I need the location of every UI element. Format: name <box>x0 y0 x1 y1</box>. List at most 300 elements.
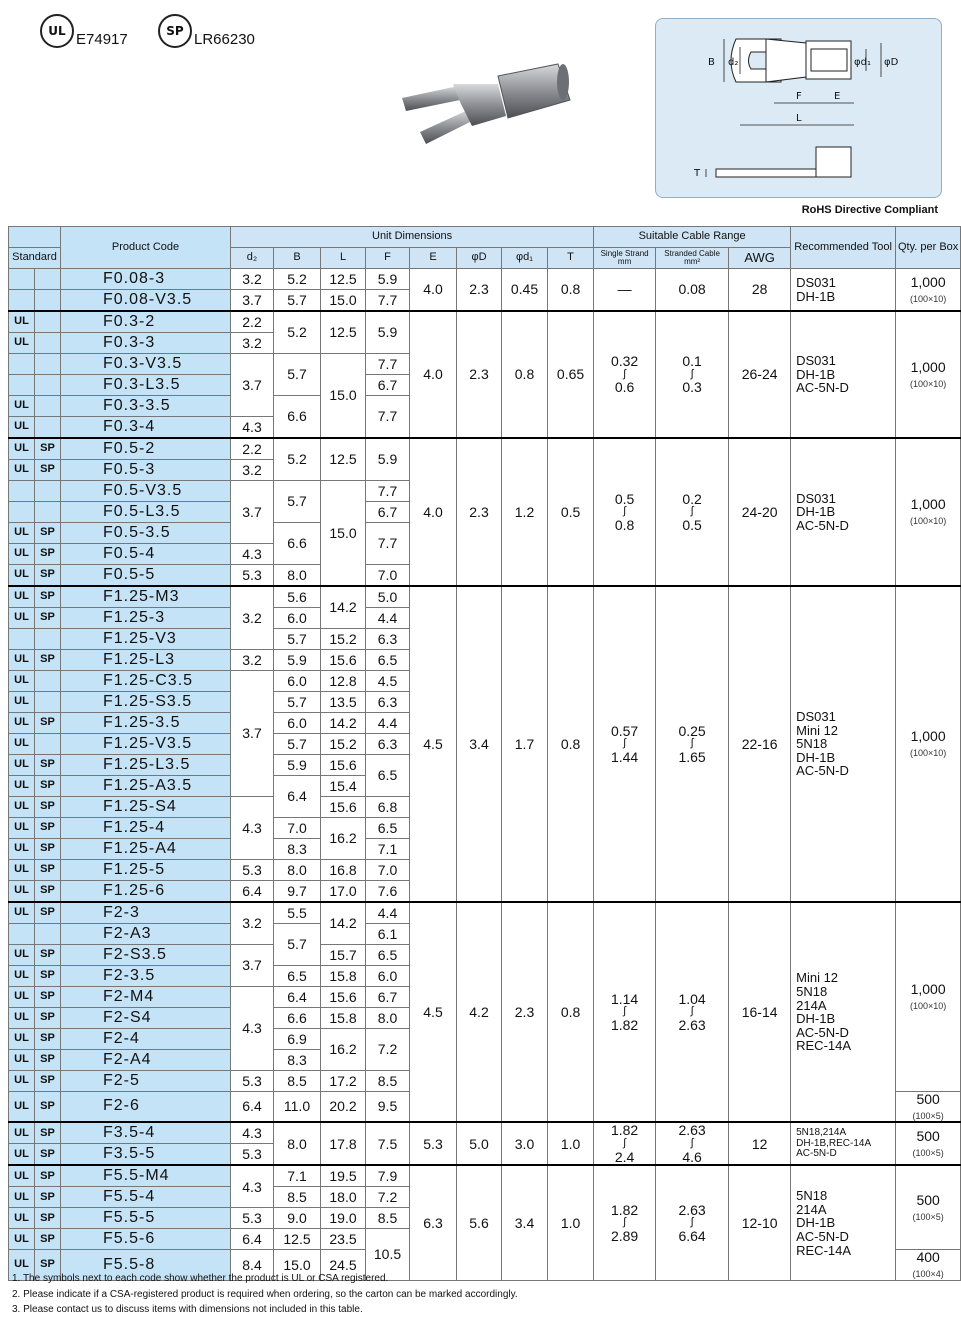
dim-b-cell: 9.0 <box>274 1208 321 1229</box>
dim-f-cell: 7.6 <box>366 881 410 903</box>
dim-d-cell: 5.0 <box>457 1122 502 1165</box>
tool-item: DS031 <box>796 353 836 369</box>
tool-item: 214A <box>796 997 827 1013</box>
standard-csa-cell <box>35 650 61 671</box>
csa-mark-icon: SP <box>40 821 55 834</box>
ul-mark-icon: UL <box>14 1258 29 1271</box>
awg-cell: 26-24 <box>729 311 791 438</box>
dim-l-cell: 15.6 <box>321 797 366 818</box>
standard-csa-cell <box>35 1229 61 1250</box>
dim-l-cell: 14.2 <box>321 902 366 945</box>
range-symbol: ∫ <box>623 737 627 750</box>
dim-f-cell: 7.0 <box>366 860 410 881</box>
standard-ul-cell <box>9 1008 35 1029</box>
stranded-cable-cell: 0.08 <box>656 269 729 312</box>
standard-ul-cell <box>9 692 35 713</box>
stranded-cable-cell <box>656 1165 729 1280</box>
dim-d2-cell: 5.3 <box>231 1144 274 1166</box>
dim-b-cell: 5.7 <box>274 924 321 966</box>
standard-csa-cell <box>35 1071 61 1092</box>
dim-b-cell: 5.5 <box>274 902 321 924</box>
footnote: 2. Please indicate if a CSA-registered product is required when ordering, so the carton can be marked accordingly. <box>12 1288 518 1300</box>
recommended-tool-cell <box>791 902 896 1122</box>
dim-l-cell: 15.8 <box>321 1008 366 1029</box>
dim-l-cell: 12.8 <box>321 671 366 692</box>
product-code-cell: F2-S4 <box>61 1008 231 1029</box>
dim-l-cell: 15.2 <box>321 629 366 650</box>
dim-f-cell: 7.2 <box>366 1029 410 1071</box>
tool-item: DH-1B <box>796 749 836 765</box>
standard-ul-cell <box>9 333 35 354</box>
standard-csa-cell <box>35 502 61 523</box>
product-code-cell: F0.5-3 <box>61 460 231 481</box>
ul-mark-icon: UL <box>14 884 29 897</box>
recommended-tool-cell <box>791 1122 896 1165</box>
csa-mark-icon: SP <box>40 1258 55 1271</box>
dim-d2-cell: 3.7 <box>231 481 274 544</box>
recommended-tool-cell <box>791 586 896 902</box>
th-unit-dimensions: Unit Dimensions <box>231 227 594 248</box>
standard-csa-cell <box>35 481 61 502</box>
footnotes <box>12 1271 518 1318</box>
dim-f-cell: 7.7 <box>366 523 410 565</box>
standard-ul-cell <box>9 375 35 396</box>
csa-mark-icon: SP <box>40 1211 55 1224</box>
standard-ul-cell <box>9 987 35 1008</box>
product-code-cell: F0.3-4 <box>61 417 231 439</box>
dim-l-cell: 15.0 <box>321 290 366 312</box>
ul-mark-icon: UL <box>14 590 29 603</box>
dim-l-cell: 12.5 <box>321 438 366 481</box>
standard-csa-cell <box>35 987 61 1008</box>
th-phi-d: φD <box>457 248 502 269</box>
ul-mark-icon: UL <box>14 1169 29 1182</box>
ul-mark-icon: UL <box>14 399 29 412</box>
dim-f-cell: 7.7 <box>366 354 410 375</box>
dim-t-cell: 0.65 <box>548 311 594 438</box>
product-code-cell: F2-M4 <box>61 987 231 1008</box>
stranded-cable-cell <box>656 438 729 586</box>
standard-csa-cell <box>35 608 61 629</box>
dim-e-cell: 6.3 <box>410 1165 457 1280</box>
qty-cell <box>896 269 961 312</box>
dim-d2-cell: 5.3 <box>231 1208 274 1229</box>
range-symbol: ∫ <box>690 505 694 518</box>
standard-ul-cell <box>9 860 35 881</box>
csa-number: LR66230 <box>194 31 255 48</box>
csa-mark-icon: SP <box>40 568 55 581</box>
dim-d2-cell: 3.7 <box>231 945 274 987</box>
tool-item: AC-5N-D <box>796 380 849 396</box>
standard-csa-cell <box>35 1050 61 1071</box>
product-code-cell: F0.3-3 <box>61 333 231 354</box>
qty-value: 1,000 <box>910 358 946 375</box>
standard-ul-cell <box>9 797 35 818</box>
standard-ul-cell <box>9 460 35 481</box>
product-code-cell: F0.5-V3.5 <box>61 481 231 502</box>
qty-cell <box>896 586 961 902</box>
dim-l-cell: 15.8 <box>321 966 366 987</box>
product-code-cell: F0.5-5 <box>61 565 231 587</box>
standard-csa-cell <box>35 629 61 650</box>
dim-d2-cell: 3.2 <box>231 269 274 290</box>
recommended-tool-cell <box>791 1165 896 1280</box>
standard-csa-cell <box>35 881 61 903</box>
csa-certification <box>158 14 255 48</box>
dim-l-cell: 13.5 <box>321 692 366 713</box>
tool-item: AC-5N-D <box>796 763 849 779</box>
product-code-cell: F0.08-V3.5 <box>61 290 231 312</box>
standard-ul-cell <box>9 544 35 565</box>
qty-cell <box>896 311 961 438</box>
dim-d-cell: 2.3 <box>457 438 502 586</box>
stranded-cable-cell <box>656 1122 729 1165</box>
dim-e-cell: 4.5 <box>410 586 457 902</box>
csa-mark-icon: SP <box>40 463 55 476</box>
dim-l-cell: 15.0 <box>321 481 366 587</box>
dim-d2-cell: 4.3 <box>231 417 274 439</box>
dim-f-cell: 4.4 <box>366 902 410 924</box>
tool-item: DS031 <box>796 708 836 724</box>
dim-b-cell: 6.4 <box>274 987 321 1008</box>
standard-ul-cell <box>9 776 35 797</box>
dim-l-cell: 18.0 <box>321 1187 366 1208</box>
csa-mark-icon: SP <box>40 800 55 813</box>
diagram-label-b: B <box>708 57 715 68</box>
ul-mark-icon: UL <box>14 758 29 771</box>
qty-breakdown: (100×10) <box>909 516 947 526</box>
standard-csa-cell <box>35 1092 61 1123</box>
standard-ul-cell <box>9 755 35 776</box>
dim-b-cell: 6.5 <box>274 966 321 987</box>
csa-mark-icon: SP <box>40 1190 55 1203</box>
csa-mark-icon: SP <box>40 653 55 666</box>
csa-mark-icon: SP <box>40 948 55 961</box>
dim-f-cell: 4.4 <box>366 713 410 734</box>
dim-d1-cell: 1.7 <box>502 586 548 902</box>
product-code-cell: F2-3 <box>61 902 231 924</box>
tool-item: 5N18 <box>796 1187 828 1203</box>
dim-f-cell: 7.7 <box>366 396 410 439</box>
standard-ul-cell <box>9 1144 35 1166</box>
cable-value: 0.2 <box>682 490 702 507</box>
qty-breakdown: (100×5) <box>912 1147 944 1158</box>
dim-b-cell: 6.6 <box>274 396 321 439</box>
diagram-label-f: F <box>796 91 802 102</box>
product-code-cell: F2-3.5 <box>61 966 231 987</box>
product-code-cell: F0.3-L3.5 <box>61 375 231 396</box>
dim-b-cell: 5.9 <box>274 650 321 671</box>
dim-b-cell: 5.7 <box>274 629 321 650</box>
standard-csa-cell <box>35 902 61 924</box>
dim-l-cell: 16.8 <box>321 860 366 881</box>
dim-d-cell: 4.2 <box>457 902 502 1122</box>
single-strand-cell <box>594 902 656 1122</box>
cable-value: 0.5 <box>614 490 635 507</box>
footnote: 3. Please contact us to discuss items with dimensions not included in this table. <box>12 1304 363 1315</box>
tool-item: DH-1B <box>796 288 836 304</box>
range-symbol: ∫ <box>623 1137 627 1150</box>
dim-b-cell: 6.0 <box>274 608 321 629</box>
ul-mark-icon: UL <box>14 547 29 560</box>
dim-l-cell: 24.5 <box>321 1250 366 1280</box>
recommended-tool-cell <box>791 438 896 586</box>
cable-value: 0.5 <box>682 516 702 533</box>
dim-b-cell: 5.9 <box>274 755 321 776</box>
table-row <box>9 1165 961 1187</box>
ul-mark-icon: UL <box>14 990 29 1003</box>
ul-certification <box>40 14 128 48</box>
product-code-cell: F0.5-3.5 <box>61 523 231 544</box>
dim-t-cell: 0.8 <box>548 586 594 902</box>
cable-value: 2.63 <box>678 1201 706 1218</box>
ul-logo-icon: UL <box>40 14 74 48</box>
csa-mark-icon: SP <box>40 1053 55 1066</box>
product-code-cell: F0.08-3 <box>61 269 231 290</box>
awg-cell: 16-14 <box>729 902 791 1122</box>
product-code-cell: F5.5-5 <box>61 1208 231 1229</box>
csa-logo-icon: SP <box>158 14 192 48</box>
standard-ul-cell <box>9 839 35 860</box>
cable-value: 0.57 <box>610 722 639 739</box>
th-qty: Qty. per Box <box>896 227 961 269</box>
tool-item: DH-1B <box>796 366 836 382</box>
product-code-cell: F3.5-4 <box>61 1122 231 1144</box>
cable-value: 0.25 <box>678 722 706 739</box>
tool-item: AC-5N-D <box>796 517 849 533</box>
dim-b-cell: 8.5 <box>274 1187 321 1208</box>
dim-f-cell: 8.0 <box>366 1008 410 1029</box>
dim-l-cell: 15.6 <box>321 650 366 671</box>
dim-b-cell: 5.7 <box>274 290 321 312</box>
product-code-cell: F1.25-L3.5 <box>61 755 231 776</box>
product-code-cell: F5.5-M4 <box>61 1165 231 1187</box>
single-strand-cell <box>594 1165 656 1280</box>
qty-value: 1,000 <box>910 273 946 290</box>
tool-item: DS031 <box>796 490 836 506</box>
standard-ul-cell <box>9 481 35 502</box>
standard-ul-cell <box>9 1122 35 1144</box>
dim-b-cell: 7.0 <box>274 818 321 839</box>
dimension-diagram <box>655 18 942 198</box>
ul-mark-icon: UL <box>14 842 29 855</box>
product-code-cell: F2-6 <box>61 1092 231 1123</box>
product-code-cell: F0.3-2 <box>61 311 231 333</box>
dim-f-cell: 7.0 <box>366 565 410 587</box>
dim-b-cell: 5.7 <box>274 692 321 713</box>
table-row <box>9 311 961 333</box>
standard-ul-cell <box>9 396 35 417</box>
qty-breakdown: (100×10) <box>909 378 947 389</box>
recommended-tool-cell <box>791 269 896 312</box>
tool-item: DH-1B <box>796 1215 836 1231</box>
csa-mark-icon: SP <box>40 1074 55 1087</box>
ul-mark-icon: UL <box>14 420 29 433</box>
qty-value: 1,000 <box>910 728 946 745</box>
product-code-cell: F1.25-6 <box>61 881 231 903</box>
ul-mark-icon: UL <box>14 1190 29 1203</box>
qty-breakdown: (100×10) <box>909 293 947 304</box>
dim-b-cell: 8.0 <box>274 1122 321 1165</box>
dim-b-cell: 8.0 <box>274 565 321 587</box>
standard-ul-cell <box>9 565 35 587</box>
standard-ul-cell <box>9 311 35 333</box>
range-symbol: ∫ <box>690 1216 694 1229</box>
ul-mark-icon: UL <box>14 779 29 792</box>
dim-b-cell: 6.0 <box>274 713 321 734</box>
product-code-cell: F1.25-M3 <box>61 586 231 608</box>
tool-item: AC-5N-D <box>796 1148 837 1160</box>
ul-mark-icon: UL <box>14 1099 29 1112</box>
standard-csa-cell <box>35 860 61 881</box>
product-code-cell: F0.3-3.5 <box>61 396 231 417</box>
diagram-label-e: E <box>834 91 841 102</box>
product-code-cell: F1.25-L3 <box>61 650 231 671</box>
range-symbol: ∫ <box>623 367 627 380</box>
standard-ul-cell <box>9 269 35 290</box>
standard-csa-cell <box>35 797 61 818</box>
ul-mark-icon: UL <box>14 611 29 624</box>
dim-f-cell: 7.2 <box>366 1187 410 1208</box>
dim-d2-cell: 4.3 <box>231 987 274 1071</box>
cable-value: 4.6 <box>682 1148 702 1165</box>
standard-csa-cell <box>35 671 61 692</box>
dim-f-cell: 5.9 <box>366 438 410 481</box>
th-standard-top <box>9 227 61 248</box>
product-code-cell: F1.25-V3.5 <box>61 734 231 755</box>
standard-csa-cell <box>35 333 61 354</box>
product-code-cell: F2-4 <box>61 1029 231 1050</box>
tool-item: AC-5N-D <box>796 1228 849 1244</box>
ul-mark-icon: UL <box>14 821 29 834</box>
dim-b-cell: 6.4 <box>274 776 321 818</box>
standard-ul-cell <box>9 523 35 544</box>
product-code-cell: F1.25-A3.5 <box>61 776 231 797</box>
dim-f-cell: 6.1 <box>366 924 410 945</box>
dim-d1-cell: 3.4 <box>502 1165 548 1280</box>
th-e: E <box>410 248 457 269</box>
product-code-cell: F3.5-5 <box>61 1144 231 1166</box>
dim-l-cell: 17.8 <box>321 1122 366 1165</box>
ul-mark-icon: UL <box>14 969 29 982</box>
dim-b-cell: 6.6 <box>274 523 321 565</box>
dim-d2-cell: 5.3 <box>231 1071 274 1092</box>
recommended-tool-cell <box>791 311 896 438</box>
range-symbol: ∫ <box>690 367 694 380</box>
standard-csa-cell <box>35 523 61 544</box>
dim-e-cell: 4.0 <box>410 311 457 438</box>
qty-value: 1,000 <box>910 496 946 513</box>
ul-mark-icon: UL <box>14 1126 29 1139</box>
csa-mark-icon: SP <box>40 990 55 1003</box>
tool-item: 5N18,214A <box>796 1127 847 1139</box>
dim-l-cell: 16.2 <box>321 1029 366 1071</box>
ul-mark-icon: UL <box>14 674 29 687</box>
cable-value: 0.6 <box>614 379 635 396</box>
dim-d1-cell: 2.3 <box>502 902 548 1122</box>
product-code-cell: F1.25-A4 <box>61 839 231 860</box>
th-single-strand: Single Strand mm <box>594 248 656 269</box>
product-code-cell: F0.5-2 <box>61 438 231 460</box>
standard-csa-cell <box>35 818 61 839</box>
dim-d2-cell: 6.4 <box>231 881 274 903</box>
ul-mark-icon: UL <box>14 442 29 455</box>
footnote: 1. The symbols next to each code show whether the product is UL or CSA registered. <box>12 1273 389 1284</box>
cable-value: 1.82 <box>610 1122 639 1139</box>
dim-e-cell: 4.5 <box>410 902 457 1122</box>
range-symbol: ∫ <box>623 505 627 518</box>
standard-ul-cell <box>9 1029 35 1050</box>
dim-f-cell: 5.9 <box>366 269 410 290</box>
tool-item: 214A <box>796 1201 827 1217</box>
cable-value: 0.32 <box>610 353 639 370</box>
product-code-cell: F1.25-4 <box>61 818 231 839</box>
dim-d-cell: 3.4 <box>457 586 502 902</box>
qty-value: 400 <box>916 1249 940 1266</box>
ul-mark-icon: UL <box>14 653 29 666</box>
dim-f-cell: 6.5 <box>366 945 410 966</box>
ul-mark-icon: UL <box>14 1211 29 1224</box>
standard-ul-cell <box>9 629 35 650</box>
standard-ul-cell <box>9 1050 35 1071</box>
dim-e-cell: 4.0 <box>410 269 457 312</box>
standard-csa-cell <box>35 839 61 860</box>
product-table <box>8 226 961 1281</box>
standard-csa-cell <box>35 734 61 755</box>
range-symbol: ∫ <box>690 1005 694 1018</box>
th-f: F <box>366 248 410 269</box>
cable-value: 1.04 <box>678 990 706 1007</box>
dim-f-cell: 7.7 <box>366 290 410 312</box>
csa-mark-icon: SP <box>40 1032 55 1045</box>
single-strand-cell: — <box>594 269 656 312</box>
product-code-cell: F1.25-3.5 <box>61 713 231 734</box>
tool-item: 5N18 <box>796 983 828 999</box>
product-code-cell: F1.25-V3 <box>61 629 231 650</box>
table-row <box>9 586 961 608</box>
tool-item: DS031 <box>796 274 836 290</box>
dim-f-cell: 5.0 <box>366 586 410 608</box>
dim-f-cell: 6.3 <box>366 692 410 713</box>
dim-b-cell: 8.3 <box>274 1050 321 1071</box>
standard-csa-cell <box>35 311 61 333</box>
dim-b-cell: 8.3 <box>274 839 321 860</box>
dim-d-cell: 2.3 <box>457 269 502 312</box>
standard-ul-cell <box>9 1092 35 1123</box>
dim-b-cell: 11.0 <box>274 1092 321 1123</box>
dim-d2-cell: 3.2 <box>231 460 274 481</box>
dim-f-cell: 9.5 <box>366 1092 410 1123</box>
dim-d2-cell: 3.2 <box>231 902 274 945</box>
dim-d2-cell: 2.2 <box>231 311 274 333</box>
awg-cell: 24-20 <box>729 438 791 586</box>
table-row <box>9 902 961 924</box>
dim-f-cell: 6.8 <box>366 797 410 818</box>
standard-ul-cell <box>9 1187 35 1208</box>
th-d2: d₂ <box>231 248 274 269</box>
single-strand-cell <box>594 586 656 902</box>
product-code-cell: F0.5-4 <box>61 544 231 565</box>
dim-d1-cell: 3.0 <box>502 1122 548 1165</box>
dim-e-cell: 4.0 <box>410 438 457 586</box>
th-awg: AWG <box>729 248 791 269</box>
csa-mark-icon: SP <box>40 611 55 624</box>
standard-ul-cell <box>9 1165 35 1187</box>
product-code-cell: F0.3-V3.5 <box>61 354 231 375</box>
ul-mark-icon: UL <box>14 695 29 708</box>
ul-number: E74917 <box>76 31 128 48</box>
standard-ul-cell <box>9 881 35 903</box>
